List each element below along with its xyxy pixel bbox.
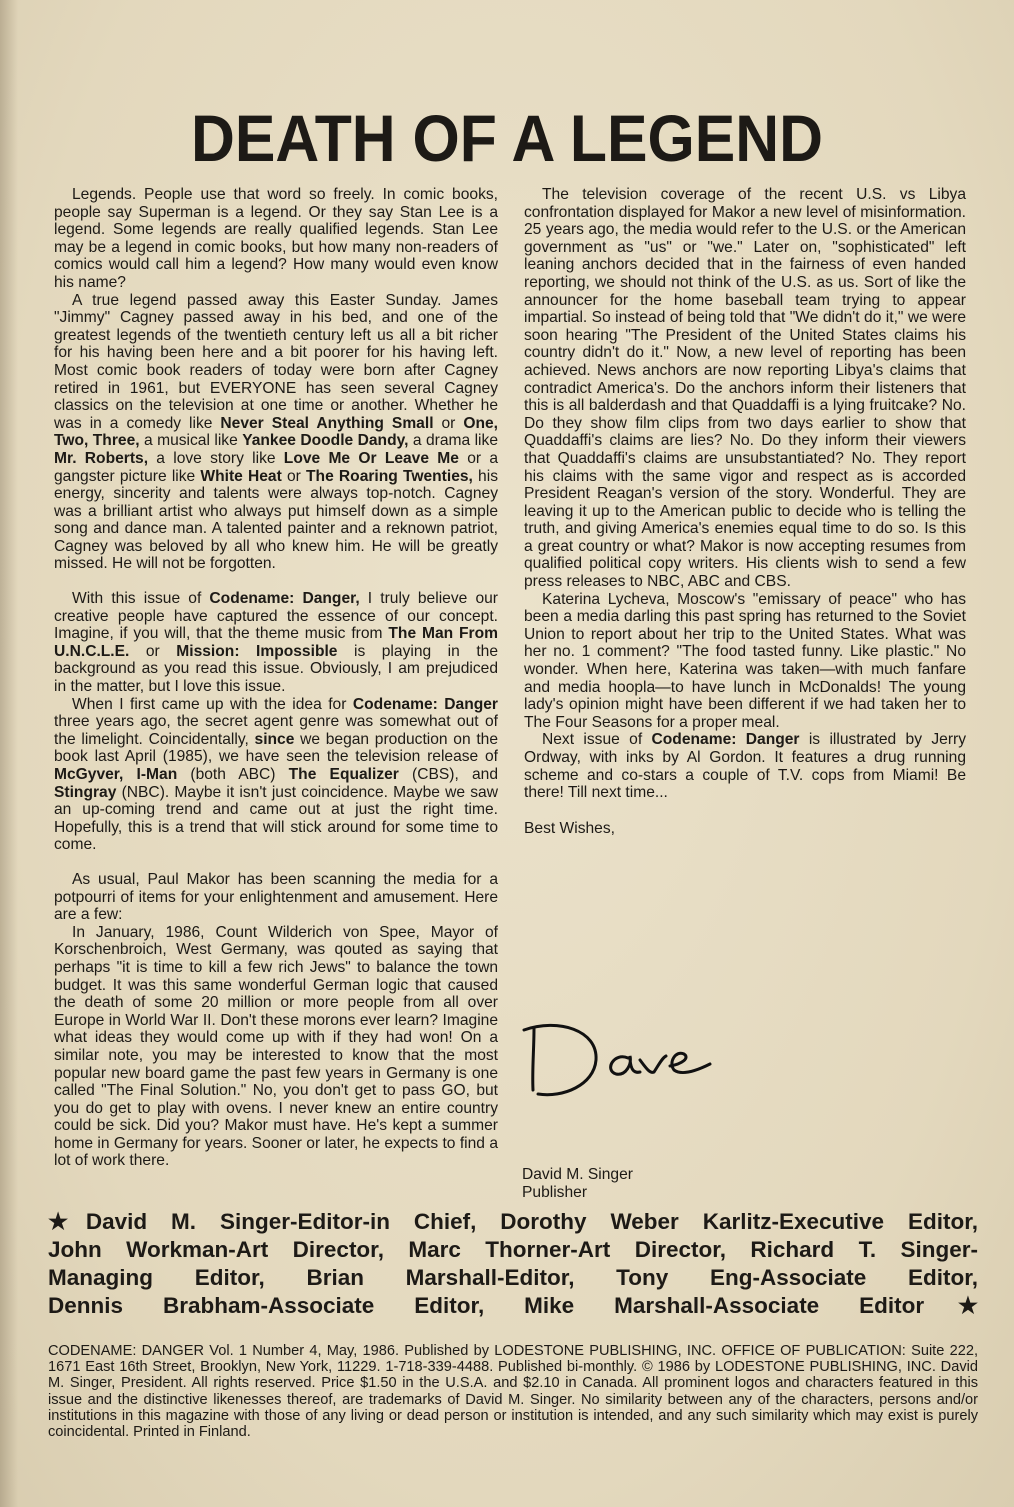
left-column — [54, 186, 498, 1170]
paragraph-this-issue: With this issue of Codename: Danger, I truly believe our creative people have captured the essence of our concept. Imagine, if you will, that the theme music from The Man From U.N.C.L.E. or Mission: Impossible is playing in the background as you read this issue. Obviously, I am prejudiced in the matter, but I love this issue. — [54, 590, 499, 696]
right-column — [524, 186, 966, 837]
closing-salutation: Best Wishes, — [524, 819, 615, 837]
paragraph-spy-trend: When I first came up with the idea for Codename: Danger three years ago, the secret agent genre was somewhat out of the limelight. Coincidentally, since we began production on the book last April (1985), we have seen the television release of McGyver, I-Man (both ABC) The Equalizer (CBS), and Stingray (NBC). Maybe it isn't just coincidence. Maybe we saw an up-coming trend and came out at just the right time. Hopefully, this is a trend that will stick around for some time to come. — [54, 695, 498, 854]
paragraph-legends: Legends. People use that word so freely. In comic books, people say Superman is a legend. Or they say Stan Lee is a legend. Some legends are really qualified legends. Stan Lee may be a legend in comic books, but how many non-readers of comics would call him a legend? How many would even know his name? — [54, 186, 498, 291]
signer-block — [522, 1166, 633, 1202]
paragraph-germany: In January, 1986, Count Wilderich von Spee, Mayor of Korschenbroich, West Germany, was qouted as saying that perhaps "it is time to kill a few rich Jews" to balance the town budget. It was this same wonderful German logic that caused the death of some 20 million or more people from all over Europe in World War II. Don't these morons ever learn? Imagine what ideas they would come up with if they had won! On a similar note, you may be interested to know that the most popular new board game the past few years in Germany is one called "The Final Solution." No, you don't get to pass GO, but you do get to play with ovens. I never knew an entire country could be sick. Did you? Makor must have. He's kept a summer home in Germany for years. Sooner or later, he expects to find a lot of work there. — [54, 923, 498, 1170]
credits-line-2: John Workman-Art Director, Marc Thorner-Art Director, Richard T. Singer- — [48, 1237, 978, 1262]
paragraph-makor-intro: As usual, Paul Makor has been scanning the media for a potpourri of items for your enlightenment and amusement. Here are a few: — [54, 870, 498, 924]
credits-line-1: ★David M. Singer-Editor-in Chief, Dorothy Weber Karlitz-Executive Editor, — [48, 1209, 978, 1234]
paragraph-next-issue: Next issue of Codename: Danger is illustrated by Jerry Ordway, with inks by Al Gordon. It features a drug running scheme and co-stars a couple of T.V. cops from Miami! Be there! Till next time... — [524, 731, 966, 802]
publication-indicia: CODENAME: DANGER Vol. 1 Number 4, May, 1986. Published by LODESTONE PUBLISHING, INC. OFFICE OF PUBLICATION: Suite 222, 1671 East 16th Street, Brooklyn, New York, 11229. 1-718-339-4488. Published bi-monthly. © 1986 by LODESTONE PUBLISHING, INC. David M. Singer, President. All rights reserved. Price $1.50 in the U.S.A. and $2.10 in Canada. All prominent logos and characters featured in this issue and the distinctive likenesses thereof, are trademarks of David M. Singer. No similarity between any of the characters, persons and/or institutions in this magazine with those of any living or dead person or institution is intended, and any such similarity which may exist is purely coincidental. Printed in Finland. — [48, 1343, 978, 1441]
signer-name: David M. Singer — [522, 1166, 633, 1183]
paragraph-lycheva: Katerina Lycheva, Moscow's "emissary of peace" who has been a media darling this past spring has returned to the Soviet Union to report about her trip to the United States. What was her no. 1 comment? "The food tasted funny. Like plastic." No wonder. When here, Katerina was taken—with much fanfare and media hoopla—to have lunch in McDonalds! The young lady's opinion might have been different if we had taken her to The Four Seasons for a proper meal. — [524, 590, 966, 731]
paragraph-libya: The television coverage of the recent U.S. vs Libya confrontation displayed for Makor a new level of misinformation. 25 years ago, the media would refer to the U.S. or the American government as "us" or "we." Later on, "sophisticated" left leaning anchors decided that in the fairness of even handed reporting, we should not think of the U.S. as us. Sort of like the announcer for the home baseball team trying to appear impartial. So instead of being told that "We didn't do it," we were soon hearing "The President of the United States claims his country didn't do it." Now, a new level of reporting has been achieved. News anchors are now reporting Libya's claims that contradict America's. Do the anchors inform their listeners that this is all balderdash and that Quaddaffi is a lying fruitcake? No. Do they show film clips from two days earlier to show that Quaddaffi's claims are lies? No. Do they inform their viewers that Quaddaffi's claims are unsubstantiated? No. They report his claims with the same vigor and respect as is accorded President Reagan's version of the story. Wonderful. They are leaving it up to the American public to decide who is telling the truth, and giving America's enemies equal time to do so. Is this a great country or what? Makor is now accepting resumes from qualified political copy writers. His clients wish to send a few press releases to NBC, ABC and CBS. — [524, 186, 966, 591]
signer-role: Publisher — [522, 1184, 588, 1201]
page-title: DEATH OF A LEGEND — [191, 101, 823, 175]
spine-shadow — [0, 0, 18, 1507]
signature-image — [518, 1010, 738, 1110]
credits-line-3: Managing Editor, Brian Marshall-Editor, Tony Eng-Associate Editor, — [48, 1265, 978, 1290]
credits-line-4: Dennis Brabham-Associate Editor, Mike Marshall-Associate Editor★ — [48, 1293, 978, 1318]
paragraph-cagney: A true legend passed away this Easter Sunday. James "Jimmy" Cagney passed away in his bed, and one of the greatest legends of the twentieth century left us all a bit richer for his having been here and a bit poorer for his having left. Most comic book readers of today were born after Cagney retired in 1961, but EVERYONE has seen several Cagney classics on the television at one time or another. Whether he was in a comedy like Never Steal Anything Small or One, Two, Three, a musical like Yankee Doodle Dandy, a drama like Mr. Roberts, a love story like Love Me Or Leave Me or a gangster picture like White Heat or The Roaring Twenties, his energy, sincerity and talents were always top-notch. Cagney was a brilliant artist who always put himself down as a simple song and dance man. A talented painter and a reknown patriot, Cagney was beloved by all who knew him. He will be greatly missed. He will not be forgotten. — [54, 291, 499, 573]
staff-credits — [48, 1208, 978, 1320]
